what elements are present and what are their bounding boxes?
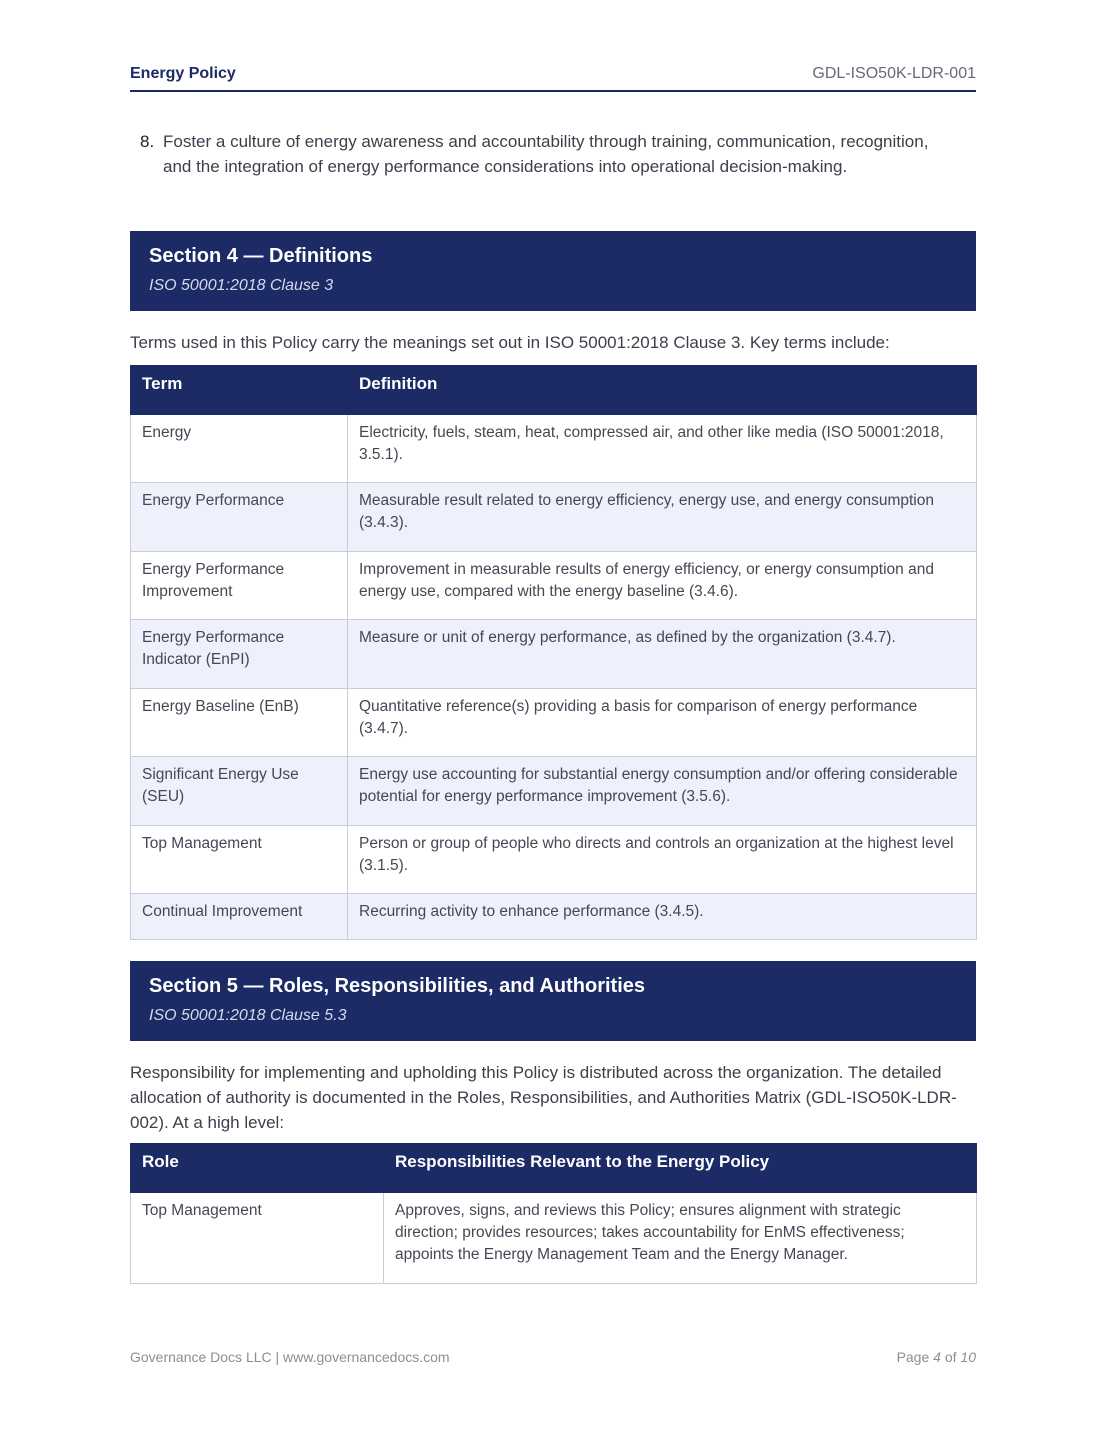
section-5-clause: ISO 50001:2018 Clause 5.3 — [149, 1007, 347, 1024]
section-4-header — [130, 231, 976, 311]
roles-table — [130, 1143, 977, 1284]
document-title: Energy Policy — [130, 65, 236, 82]
page-label: Page — [896, 1349, 930, 1365]
term-cell: Continual Improvement — [131, 894, 348, 940]
page-total: 10 — [960, 1349, 976, 1365]
column-header-definition: Definition — [348, 366, 977, 415]
term-cell: Energy Baseline (EnB) — [131, 689, 348, 757]
section-4-title: Section 4 — Definitions — [149, 245, 373, 267]
list-item-number: 8. — [140, 132, 155, 151]
section-5-header — [130, 961, 976, 1041]
definition-cell: Improvement in measurable results of energy efficiency, or energy consumption and energy use, compared with the energy baseline (3.4.6). — [348, 552, 977, 620]
definitions-table — [130, 365, 977, 940]
definition-cell: Quantitative reference(s) providing a basis for comparison of energy performance (3.4.7). — [348, 689, 977, 757]
column-header-role: Role — [131, 1144, 384, 1193]
table-row — [131, 826, 977, 894]
definition-cell: Person or group of people who directs and controls an organization at the highest level (3.1.5). — [348, 826, 977, 894]
term-cell: Energy Performance — [131, 483, 348, 552]
list-item-text: Foster a culture of energy awareness and accountability through training, communication, recognition, and the integration of energy performance considerations into operational decision-making. — [163, 132, 929, 176]
section-4-clause: ISO 50001:2018 Clause 3 — [149, 277, 334, 294]
table-row — [131, 552, 977, 620]
page-header — [130, 62, 976, 92]
role-cell: Top Management — [131, 1193, 384, 1284]
page-current: 4 — [933, 1349, 941, 1365]
section-5-title: Section 5 — Roles, Responsibilities, and Authorities — [149, 975, 646, 997]
table-row — [131, 483, 977, 552]
page-number — [897, 1349, 976, 1365]
table-row — [131, 757, 977, 826]
definition-cell: Recurring activity to enhance performance (3.4.5). — [348, 894, 977, 940]
definition-cell: Electricity, fuels, steam, heat, compressed air, and other like media (ISO 50001:2018, 3.5.1). — [348, 415, 977, 483]
term-cell: Top Management — [131, 826, 348, 894]
section-4-intro: Terms used in this Policy carry the meanings set out in ISO 50001:2018 Clause 3. Key terms include: — [130, 333, 890, 352]
table-row — [131, 620, 977, 689]
table-row — [131, 415, 977, 483]
responsibilities-cell: Approves, signs, and reviews this Policy; ensures alignment with strategic direction; provides resources; takes accountability for EnMS effectiveness; appoints the Energy Management Team and the Energy Manager. — [384, 1193, 977, 1284]
table-row — [131, 1193, 977, 1284]
page-of: of — [944, 1349, 957, 1365]
definition-cell: Measure or unit of energy performance, as defined by the organization (3.4.7). — [348, 620, 977, 689]
column-header-term: Term — [131, 366, 348, 415]
term-cell: Significant Energy Use (SEU) — [131, 757, 348, 826]
footer-company: Governance Docs LLC | www.governancedocs.com — [130, 1349, 450, 1365]
table-row — [131, 894, 977, 940]
definition-cell: Energy use accounting for substantial energy consumption and/or offering considerable potential for energy performance improvement (3.5.6). — [348, 757, 977, 826]
term-cell: Energy — [131, 415, 348, 483]
document-id: GDL-ISO50K-LDR-001 — [812, 65, 976, 82]
column-header-responsibilities: Responsibilities Relevant to the Energy Policy — [384, 1144, 977, 1193]
table-row — [131, 689, 977, 757]
term-cell: Energy Performance Indicator (EnPI) — [131, 620, 348, 689]
section-5-intro: Responsibility for implementing and upholding this Policy is distributed across the organization. The detailed allocation of authority is documented in the Roles, Responsibilities, and Authorities Matrix (GDL-ISO50K-LDR-002). At a high level: — [130, 1063, 957, 1132]
term-cell: Energy Performance Improvement — [131, 552, 348, 620]
definition-cell: Measurable result related to energy efficiency, energy use, and energy consumption (3.4.3). — [348, 483, 977, 552]
